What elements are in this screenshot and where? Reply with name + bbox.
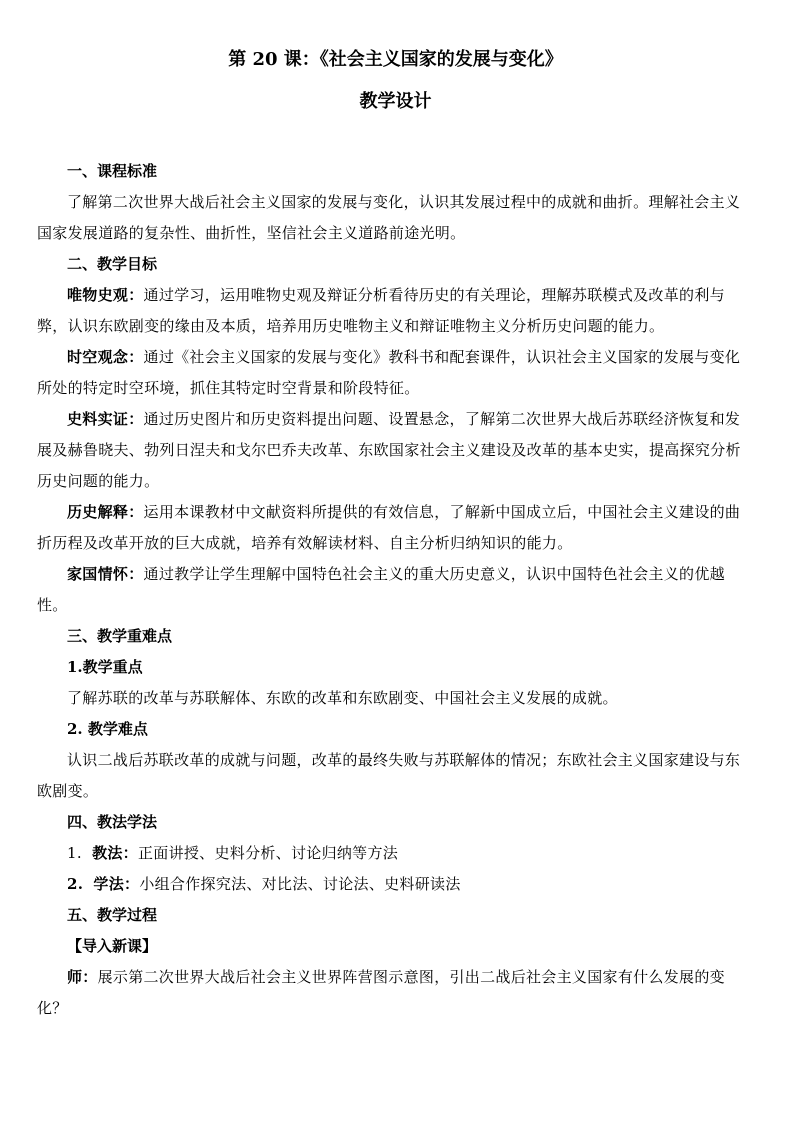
- teacher-text: 展示第二次世界大战后社会主义世界阵营图示意图，引出二战后社会主义国家有什么发展的变化？: [37, 968, 725, 1017]
- objective-label: 历史解释：: [67, 503, 144, 521]
- subheading-difficult-points: 2. 教学难点: [67, 720, 148, 738]
- subheading-introduction: 【导入新课】: [67, 937, 158, 955]
- objective-spacetime: [37, 342, 754, 404]
- section-heading-key-difficult-points: 三、教学重难点: [67, 627, 173, 645]
- objective-label: 家国情怀：: [67, 565, 144, 583]
- method-teaching: [37, 838, 754, 869]
- objective-text: 通过教学让学生理解中国特色社会主义的重大历史意义，认识中国特色社会主义的优越性。: [37, 565, 725, 614]
- document-title: 第 20 课：《社会主义国家的发展与变化》: [228, 49, 563, 70]
- teacher-statement: [37, 962, 754, 1024]
- section-heading-teaching-process: 五、教学过程: [67, 906, 158, 924]
- method-label: 教法：: [92, 844, 138, 862]
- method-text: 正面讲授、史料分析、讨论归纳等方法: [137, 844, 399, 862]
- objective-text: 通过历史图片和历史资料提出问题、设置悬念，了解第二次世界大战后苏联经济恢复和发展及赫鲁晓夫、勃列日涅夫和戈尔巴乔夫改革、东欧国家社会主义建设及改革的基本史实，提高探究分析历史问题的能力。: [37, 410, 741, 490]
- difficult-points-text: 认识二战后苏联改革的成就与问题，改革的最终失败与苏联解体的情况；东欧社会主义国家建设与东欧剧变。: [37, 751, 741, 800]
- objective-label: 唯物史观：: [67, 286, 144, 304]
- section-heading-curriculum-standard: 一、课程标准: [67, 162, 158, 180]
- section-heading-methods: 四、教法学法: [67, 813, 158, 831]
- method-text: 小组合作探究法、对比法、讨论法、史料研读法: [139, 875, 461, 893]
- method-number: 1.: [67, 844, 82, 862]
- subheading-key-points: 1.教学重点: [67, 658, 143, 676]
- document-body: [37, 156, 754, 1024]
- method-label: 学法：: [93, 875, 140, 893]
- key-points-text: 了解苏联的改革与苏联解体、东欧的改革和东欧剧变、中国社会主义发展的成就。: [67, 689, 618, 707]
- section-heading-teaching-objectives: 二、教学目标: [67, 255, 158, 273]
- curriculum-standard-text: 了解第二次世界大战后社会主义国家的发展与变化，认识其发展过程中的成就和曲折。理解社会主义国家发展道路的复杂性、曲折性，坚信社会主义道路前途光明。: [37, 193, 741, 242]
- objective-label: 时空观念：: [67, 348, 144, 366]
- method-number: 2.: [67, 875, 84, 893]
- objective-evidence: [37, 404, 754, 497]
- method-learning: [37, 869, 754, 900]
- objective-materialism: [37, 280, 754, 342]
- objective-interpretation: [37, 497, 754, 559]
- objective-text: 通过学习，运用唯物史观及辩证分析看待历史的有关理论，理解苏联模式及改革的利与弊，认识东欧剧变的缘由及本质，培养用历史唯物主义和辩证唯物主义分析历史问题的能力。: [37, 286, 725, 335]
- objective-label: 史料实证：: [67, 410, 144, 428]
- objective-patriotism: [37, 559, 754, 621]
- objective-text: 运用本课教材中文献资料所提供的有效信息，了解新中国成立后，中国社会主义建设的曲折历程及改革开放的巨大成就，培养有效解读材料、自主分析归纳知识的能力。: [37, 503, 741, 552]
- teacher-label: 师：: [67, 968, 98, 986]
- document-subtitle: 教学设计: [359, 91, 432, 112]
- objective-text: 通过《社会主义国家的发展与变化》教科书和配套课件，认识社会主义国家的发展与变化所处的特定时空环境，抓住其特定时空背景和阶段特征。: [37, 348, 741, 397]
